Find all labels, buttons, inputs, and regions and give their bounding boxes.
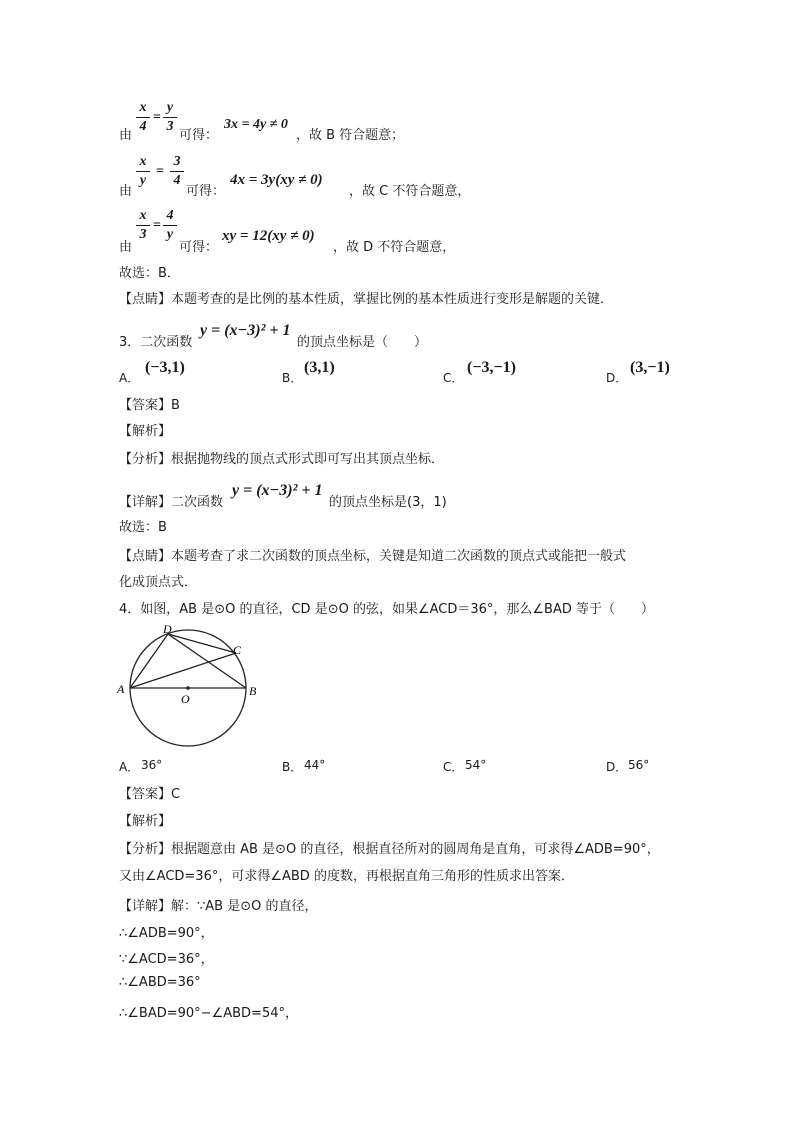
- q4-option-a-letter: A．: [119, 760, 140, 774]
- q3-option-b: (3,1): [304, 359, 335, 376]
- chord-ad: [130, 634, 168, 688]
- q4-step-2: ∵∠ACD=36°，: [119, 952, 214, 967]
- q3-option-c: (−3,−1): [467, 359, 516, 376]
- q4-analysis-2: 又由∠ACD=36°，可求得∠ABD 的度数，再根据直角三角形的性质求出答案．: [119, 869, 574, 884]
- label-d: D: [163, 622, 172, 636]
- q3-option-a: (−3,1): [145, 359, 185, 376]
- label-o: O: [181, 692, 190, 706]
- row2-prefix: 由: [119, 184, 133, 199]
- q3-analysis-title: 【解析】: [119, 424, 172, 439]
- q4-analysis-1: 【分析】根据题意由 AB 是⊙O 的直径，根据直径所对的圆周角是直角，可求得∠ADB=90°，: [119, 842, 660, 857]
- center-point: [186, 686, 190, 690]
- q4-option-d-letter: D．: [606, 760, 628, 774]
- q4-detail: 【详解】解：∵AB 是⊙O 的直径，: [119, 899, 318, 914]
- q4-option-b: 44°: [304, 758, 326, 772]
- fraction-4-over-y: 4 y: [163, 208, 177, 243]
- fraction-y-over-3: y 3: [163, 100, 177, 135]
- q3-answer: 【答案】B: [119, 398, 180, 413]
- fraction-x-over-4: x 4: [136, 100, 150, 135]
- q4-step-1: ∴∠ADB=90°，: [119, 926, 214, 941]
- label-a: A: [117, 682, 125, 696]
- q3-option-a-letter: A．: [119, 371, 140, 385]
- q4-option-c-letter: C．: [443, 760, 464, 774]
- row3-expression: xy = 12(xy ≠ 0): [222, 228, 315, 244]
- row3-mid: 可得：: [179, 240, 219, 255]
- q3-analysis: 【分析】根据抛物线的顶点式形式即可写出其顶点坐标．: [119, 452, 445, 467]
- label-c: C: [233, 643, 242, 657]
- q4-option-d: 56°: [628, 758, 650, 772]
- q3-option-d-letter: D．: [606, 371, 628, 385]
- q3-function: y = (x−3)² + 1: [200, 322, 291, 339]
- row1-mid: 可得：: [179, 128, 219, 143]
- row3-prefix: 由: [119, 240, 133, 255]
- q4-step-3: ∴∠ABD=36°: [119, 975, 201, 990]
- q3-option-d: (3,−1): [630, 359, 670, 376]
- q3-option-b-letter: B．: [282, 371, 303, 385]
- q4-option-c: 54°: [465, 758, 487, 772]
- fraction-x-over-3: x 3: [136, 208, 150, 243]
- row2-mid: 可得：: [186, 184, 226, 199]
- q3-detail-post: 的顶点坐标是(3，1): [329, 495, 447, 510]
- row3-tail: ，故 D 不符合题意，: [333, 240, 456, 255]
- q4-answer: 【答案】C: [119, 787, 181, 802]
- label-b: B: [249, 684, 257, 698]
- circle-diagram: [112, 616, 272, 756]
- row1-tail: ，故 B 符合题意；: [296, 128, 405, 143]
- q3-option-c-letter: C．: [443, 371, 464, 385]
- row1-expression: 3x = 4y ≠ 0: [224, 117, 288, 132]
- fraction-3-over-4: 3 4: [170, 154, 184, 189]
- q4-option-a: 36°: [141, 758, 163, 772]
- q4-analysis-title: 【解析】: [119, 814, 172, 829]
- q3-note-1: 【点睛】本题考查了求二次函数的顶点坐标，关键是知道二次函数的顶点式或能把一般式: [119, 549, 627, 564]
- q3-stem-post: 的顶点坐标是（ ）: [297, 335, 428, 350]
- note-block1: 【点睛】本题考查的是比例的基本性质，掌握比例的基本性质进行变形是解题的关键．: [119, 292, 614, 307]
- q3-note-2: 化成顶点式．: [119, 575, 198, 590]
- q4-step-4: ∴∠BAD=90°−∠ABD=54°，: [119, 1006, 298, 1021]
- q3-detail-function: y = (x−3)² + 1: [232, 482, 323, 499]
- q3-detail-pre: 【详解】二次函数: [119, 495, 224, 510]
- q4-stem: 4．如图，AB 是⊙O 的直径，CD 是⊙O 的弦，如果∠ACD＝36°，那么∠BAD 等于（ ）: [119, 602, 655, 617]
- q3-stem-pre: 3．二次函数: [119, 335, 193, 350]
- q4-option-b-letter: B．: [282, 760, 303, 774]
- row2-tail: ，故 C 不符合题意，: [349, 184, 471, 199]
- fraction-x-over-y: x y: [136, 154, 150, 189]
- row1-prefix: 由: [119, 128, 133, 143]
- conclusion-b: 故选：B．: [119, 266, 180, 281]
- q3-conclusion: 故选：B: [119, 520, 167, 535]
- row2-expression: 4x = 3y(xy ≠ 0): [230, 172, 323, 188]
